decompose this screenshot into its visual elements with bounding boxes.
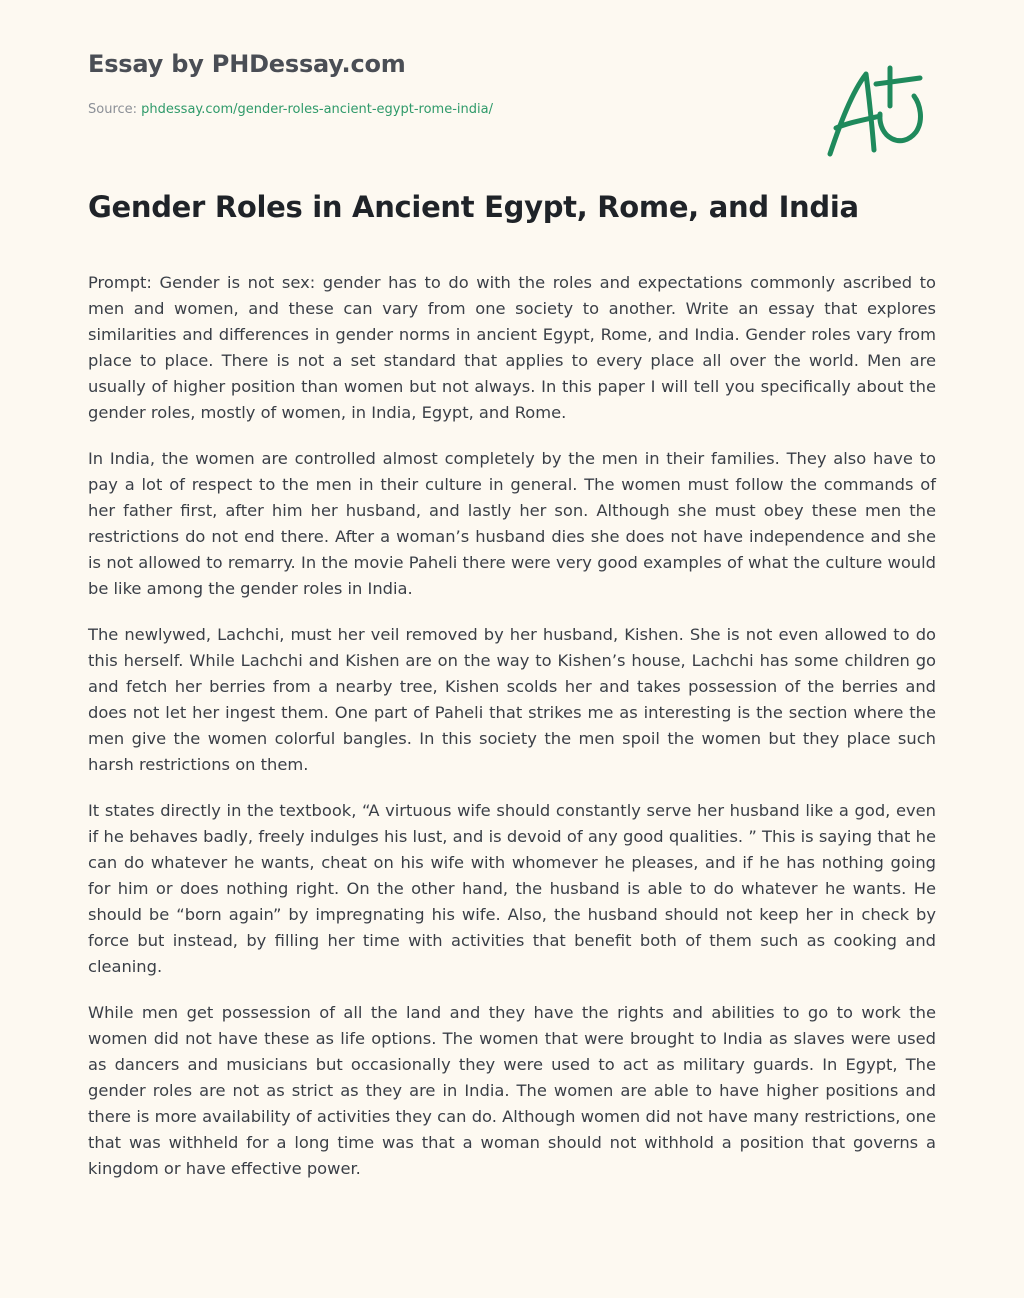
source-link[interactable]: phdessay.com/gender-roles-ancient-egypt-rome-india/ <box>141 102 493 117</box>
essay-paragraph: While men get possession of all the land and they have the rights and abilities to go to work the women did not have these as life options. The women that were brought to India as slaves were used as dancers and musicians but occasionally they were used to act as military guards. In Egypt, The gender roles are not as strict as they are in India. The women are able to have higher positions and there is more availability of activities they can do. Although women did not have many restrictions, one that was withheld for a long time was that a woman should not withhold a position that governs a kingdom or have effective power. <box>88 1003 936 1178</box>
a-plus-grade-icon <box>820 64 932 160</box>
essay-paragraph: The newlywed, Lachchi, must her veil removed by her husband, Kishen. She is not even allowed to do this herself. While Lachchi and Kishen are on the way to Kishen’s house, Lachchi has some children go and fetch her berries from a nearby tree, Kishen scolds her and takes possession of the berries and does not let her ingest them. One part of Paheli that strikes me as interesting is the section where the men give the women colorful bangles. In this society the men spoil the women but they place such harsh restrictions on them. <box>88 625 936 774</box>
essay-title: Gender Roles in Ancient Egypt, Rome, and India <box>88 190 859 224</box>
site-brand[interactable]: Essay by PHDessay.com <box>88 50 406 78</box>
essay-paragraph: It states directly in the textbook, “A virtuous wife should constantly serve her husband like a god, even if he behaves badly, freely indulges his lust, and is devoid of any good qualities. ” This is saying that he can do whatever he wants, cheat on his wife with whomever he pleases, and if he has nothing going for him or does nothing right. On the other hand, the husband is able to do whatever he wants. He should be “born again” by impregnating his wife. Also, the husband should not keep her in check by force but instead, by filling her time with activities that benefit both of them such as cooking and cleaning. <box>88 801 936 976</box>
source-line <box>88 102 493 117</box>
essay-paragraph: In India, the women are controlled almost completely by the men in their families. They also have to pay a lot of respect to the men in their culture in general. The women must follow the commands of her father first, after him her husband, and lastly her son. Although she must obey these men the restrictions do not end there. After a woman’s husband dies she does not have independence and she is not allowed to remarry. In the movie Paheli there were very good examples of what the culture would be like among the gender roles in India. <box>88 449 936 598</box>
essay-paragraph: Prompt: Gender is not sex: gender has to do with the roles and expectations commonly ascribed to men and women, and these can vary from one society to another. Write an essay that explores similarities and differences in gender norms in ancient Egypt, Rome, and India. Gender roles vary from place to place. There is not a set standard that applies to every place all over the world. Men are usually of higher position than women but not always. In this paper I will tell you specifically about the gender roles, mostly of women, in India, Egypt, and Rome. <box>88 273 936 422</box>
essay-body <box>88 270 936 1202</box>
source-label: Source: <box>88 102 138 117</box>
